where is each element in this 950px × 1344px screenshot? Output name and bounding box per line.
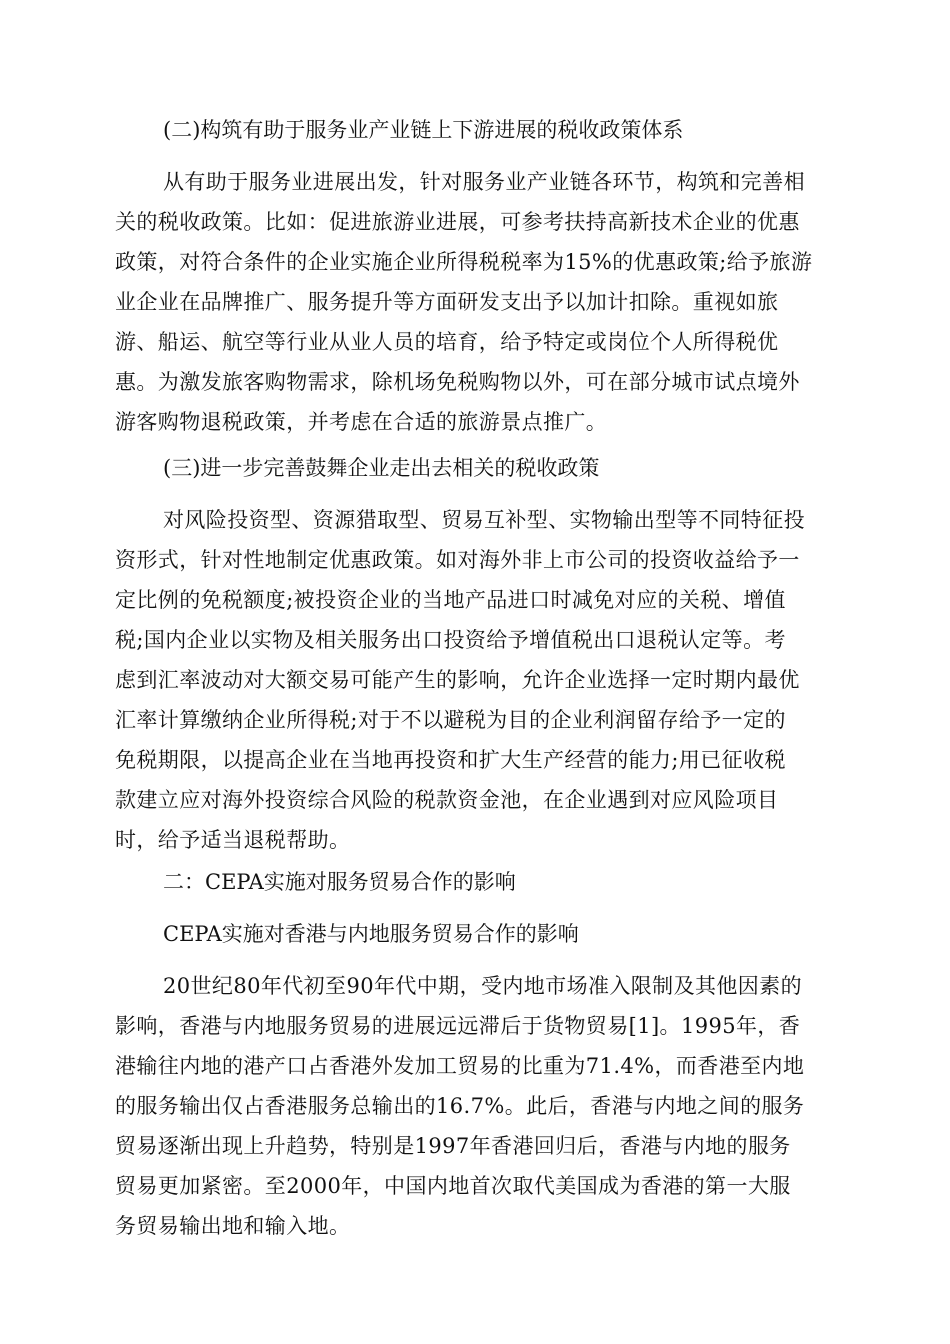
paragraph-line: 时，给予适当退税帮助。: [115, 828, 351, 852]
paragraph-line: 务贸易输出地和输入地。: [115, 1214, 351, 1238]
paragraph-line: 影响，香港与内地服务贸易的进展远远滞后于货物贸易[1]。1995年，香: [115, 1014, 801, 1038]
paragraph-line: 税;国内企业以实物及相关服务出口投资给予增值税出口退税认定等。考: [115, 628, 786, 652]
section-heading-cepa: 二：CEPA实施对服务贸易合作的影响: [163, 870, 516, 894]
paragraph-line: 虑到汇率波动对大额交易可能产生的影响，允许企业选择一定时期内最优: [115, 668, 800, 692]
paragraph-line: 关的税收政策。比如：促进旅游业进展，可参考扶持高新技术企业的优惠: [115, 210, 800, 234]
paragraph-line: 汇率计算缴纳企业所得税;对于不以避税为目的企业利润留存给予一定的: [115, 708, 786, 732]
paragraph-line: 的服务输出仅占香港服务总输出的16.7%。此后，香港与内地之间的服务: [115, 1094, 805, 1118]
paragraph-line: 贸易更加紧密。至2000年，中国内地首次取代美国成为香港的第一大服: [115, 1174, 791, 1198]
paragraph-line: 20世纪80年代初至90年代中期，受内地市场准入限制及其他因素的: [163, 974, 802, 998]
paragraph-line: 定比例的免税额度;被投资企业的当地产品进口时减免对应的关税、增值: [115, 588, 786, 612]
paragraph-line: 资形式，针对性地制定优惠政策。如对海外非上市公司的投资收益给予一: [115, 548, 800, 572]
section-heading-3: (三)进一步完善鼓舞企业走出去相关的税收政策: [163, 456, 600, 480]
section-heading-2: (二)构筑有助于服务业产业链上下游进展的税收政策体系: [163, 118, 684, 142]
paragraph-3: [115, 966, 835, 1246]
paragraph-1: [115, 162, 835, 442]
paragraph-line: 政策，对符合条件的企业实施企业所得税税率为15%的优惠政策;给予旅游: [115, 250, 813, 274]
paragraph-line: 从有助于服务业进展出发，针对服务业产业链各环节，构筑和完善相: [163, 170, 805, 194]
paragraph-line: 贸易逐渐出现上升趋势，特别是1997年香港回归后，香港与内地的服务: [115, 1134, 791, 1158]
paragraph-line: 游客购物退税政策，并考虑在合适的旅游景点推广。: [115, 410, 608, 434]
paragraph-line: 免税期限，以提高企业在当地再投资和扩大生产经营的能力;用已征收税: [115, 748, 786, 772]
section-subheading-cepa: CEPA实施对香港与内地服务贸易合作的影响: [163, 922, 579, 946]
paragraph-line: 惠。为激发旅客购物需求，除机场免税购物以外，可在部分城市试点境外: [115, 370, 800, 394]
paragraph-line: 游、船运、航空等行业从业人员的培育，给予特定或岗位个人所得税优: [115, 330, 779, 354]
paragraph-line: 港输往内地的港产口占香港外发加工贸易的比重为71.4%，而香港至内地: [115, 1054, 805, 1078]
paragraph-line: 款建立应对海外投资综合风险的税款资金池，在企业遇到对应风险项目: [115, 788, 779, 812]
paragraph-line: 对风险投资型、资源猎取型、贸易互补型、实物输出型等不同特征投: [163, 508, 805, 532]
paragraph-2: [115, 500, 835, 860]
paragraph-line: 业企业在品牌推广、服务提升等方面研发支出予以加计扣除。重视如旅: [115, 290, 779, 314]
